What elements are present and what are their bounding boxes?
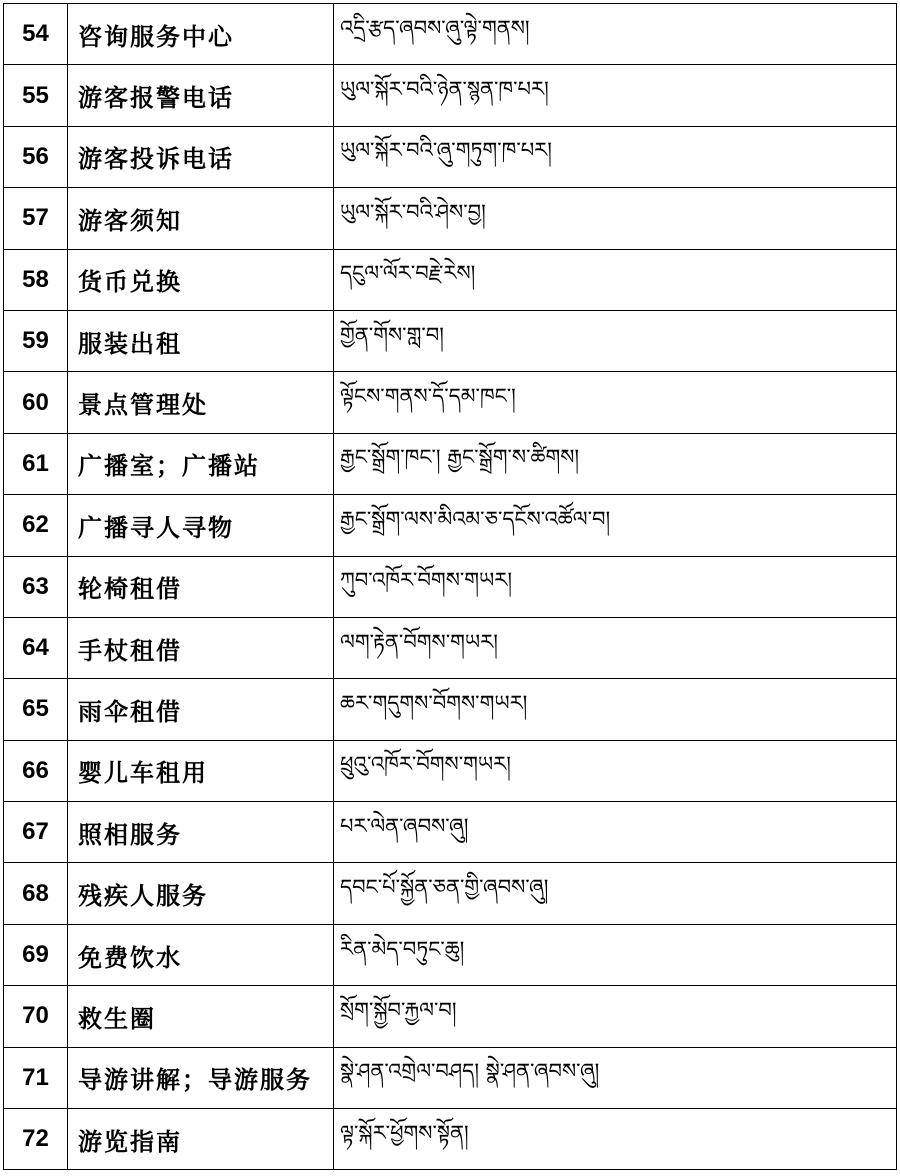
- chinese-term: 游客报警电话: [68, 65, 334, 126]
- tibetan-term: རིན་མེད་བཏུང་ཆུ།: [334, 924, 897, 985]
- row-number: 66: [4, 740, 68, 801]
- table-row: [4, 65, 897, 126]
- row-number: 62: [4, 495, 68, 556]
- table-row: [4, 4, 897, 65]
- table-row: [4, 863, 897, 924]
- row-number: 60: [4, 372, 68, 433]
- chinese-term: 婴儿车租用: [68, 740, 334, 801]
- row-number: 59: [4, 310, 68, 371]
- tibetan-term: རྒྱང་སྒྲོག་ཁང་། རྒྱང་སྒྲོག་ས་ཚིགས།: [334, 433, 897, 494]
- table-row: [4, 802, 897, 863]
- chinese-term: 游客须知: [68, 188, 334, 249]
- row-number: 54: [4, 4, 68, 65]
- row-number: 70: [4, 986, 68, 1047]
- tibetan-term: གྱོན་གོས་གླ་བ།: [334, 310, 897, 371]
- chinese-term: 轮椅租借: [68, 556, 334, 617]
- chinese-term: 游客投诉电话: [68, 126, 334, 187]
- row-number: 72: [4, 1109, 68, 1170]
- chinese-term: 游览指南: [68, 1109, 334, 1170]
- table-row: [4, 679, 897, 740]
- table-row: [4, 126, 897, 187]
- row-number: 69: [4, 924, 68, 985]
- chinese-term: 广播室；广播站: [68, 433, 334, 494]
- row-number: 67: [4, 802, 68, 863]
- table-row: [4, 188, 897, 249]
- chinese-term: 咨询服务中心: [68, 4, 334, 65]
- table-row: [4, 556, 897, 617]
- tibetan-term: དངུལ་ལོར་བརྗེ་རེས།: [334, 249, 897, 310]
- table-row: [4, 310, 897, 371]
- tibetan-term: ཡུལ་སྐོར་བའི་ཞུ་གཏུག་ཁ་པར།: [334, 126, 897, 187]
- chinese-term: 照相服务: [68, 802, 334, 863]
- glossary-table: [3, 3, 897, 1170]
- tibetan-term: སྲོག་སྐྱོབ་རྐྱལ་བ།: [334, 986, 897, 1047]
- row-number: 56: [4, 126, 68, 187]
- tibetan-term: འདྲི་རྩད་ཞབས་ཞུ་ལྟེ་གནས།: [334, 4, 897, 65]
- table-row: [4, 433, 897, 494]
- row-number: 55: [4, 65, 68, 126]
- chinese-term: 服装出租: [68, 310, 334, 371]
- tibetan-term: པར་ལེན་ཞབས་ཞུ།: [334, 802, 897, 863]
- row-number: 64: [4, 617, 68, 678]
- tibetan-term: ལྟ་སྐོར་ཕྱོགས་སྟོན།: [334, 1109, 897, 1170]
- row-number: 65: [4, 679, 68, 740]
- glossary-rows: [4, 4, 897, 1170]
- tibetan-term: ཆར་གདུགས་བོགས་གཡར།: [334, 679, 897, 740]
- table-row: [4, 1109, 897, 1170]
- tibetan-term: རྒྱང་སྒྲོག་ལས་མིའམ་ཅ་དངོས་འཚོལ་བ།: [334, 495, 897, 556]
- table-row: [4, 986, 897, 1047]
- chinese-term: 景点管理处: [68, 372, 334, 433]
- row-number: 71: [4, 1047, 68, 1108]
- chinese-term: 导游讲解；导游服务: [68, 1047, 334, 1108]
- tibetan-term: ཡུལ་སྐོར་བའི་ཤེས་བྱ།: [334, 188, 897, 249]
- row-number: 58: [4, 249, 68, 310]
- row-number: 61: [4, 433, 68, 494]
- chinese-term: 广播寻人寻物: [68, 495, 334, 556]
- table-row: [4, 617, 897, 678]
- table-row: [4, 740, 897, 801]
- table-row: [4, 495, 897, 556]
- tibetan-term: ལག་རྟེན་བོགས་གཡར།: [334, 617, 897, 678]
- row-number: 57: [4, 188, 68, 249]
- row-number: 68: [4, 863, 68, 924]
- tibetan-term: ཕྲུའུ་འཁོར་བོགས་གཡར།: [334, 740, 897, 801]
- table-row: [4, 249, 897, 310]
- table-row: [4, 924, 897, 985]
- tibetan-term: དབང་པོ་སྐྱོན་ཅན་གྱི་ཞབས་ཞུ།: [334, 863, 897, 924]
- chinese-term: 手杖租借: [68, 617, 334, 678]
- chinese-term: 雨伞租借: [68, 679, 334, 740]
- table-row: [4, 1047, 897, 1108]
- chinese-term: 救生圈: [68, 986, 334, 1047]
- chinese-term: 免费饮水: [68, 924, 334, 985]
- tibetan-term: སྣེ་ཤན་འགྲེལ་བཤད། སྣེ་ཤན་ཞབས་ཞུ།: [334, 1047, 897, 1108]
- row-number: 63: [4, 556, 68, 617]
- table-row: [4, 372, 897, 433]
- tibetan-term: ལྟོངས་གནས་དོ་དམ་ཁང་།: [334, 372, 897, 433]
- chinese-term: 残疾人服务: [68, 863, 334, 924]
- chinese-term: 货币兑换: [68, 249, 334, 310]
- tibetan-term: ཀུབ་འཁོར་བོགས་གཡར།: [334, 556, 897, 617]
- tibetan-term: ཡུལ་སྐོར་བའི་ཉེན་སྙན་ཁ་པར།: [334, 65, 897, 126]
